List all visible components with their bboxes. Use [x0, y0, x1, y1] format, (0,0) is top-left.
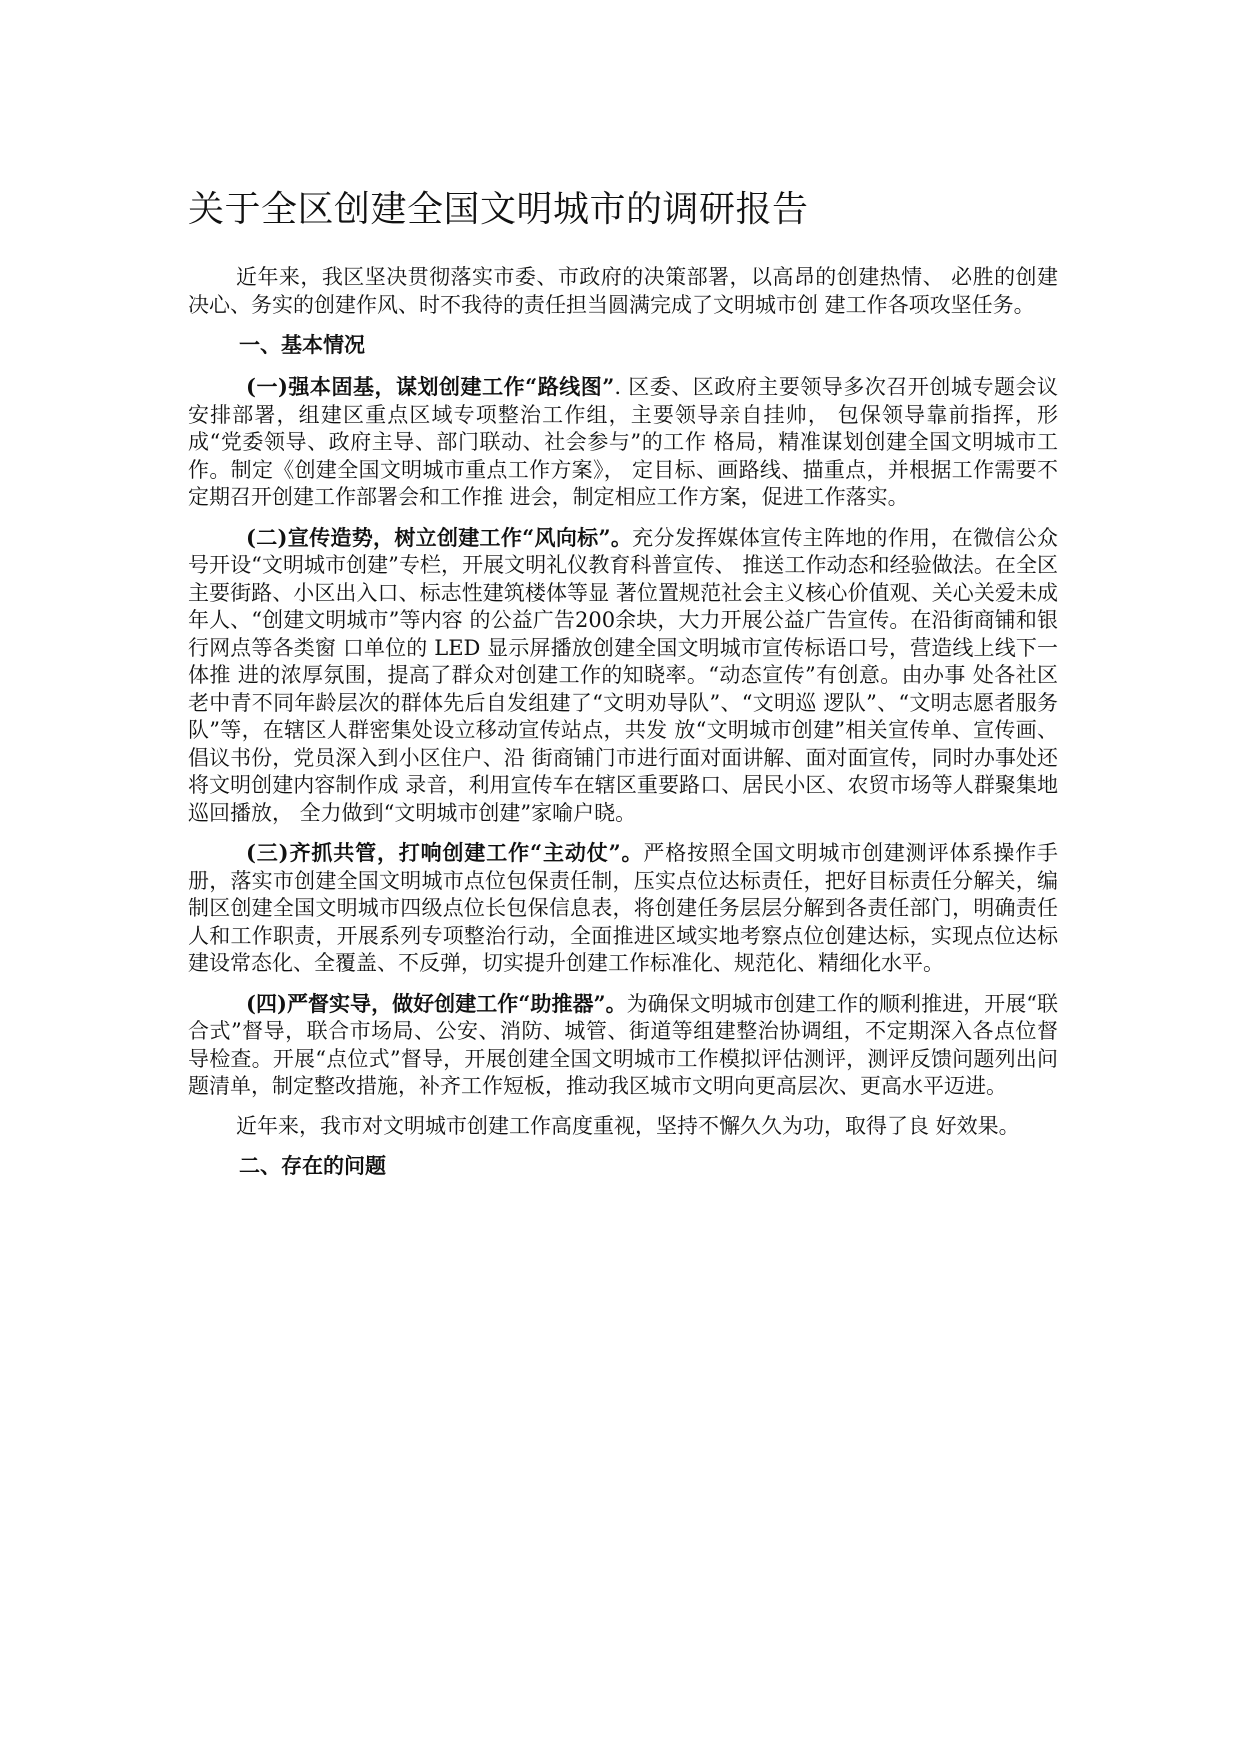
item-text-4: 为确保文明城市创建工作的顺利推进，开展“联合式”督导，联合市场局、公安、消防、城管、街道等组建整治协调组，不定期深入各点位督导检查。开展“点位式”督导，开展创建全国文明城市工作模拟评估测评，测评反馈问题列出问题清单，制定整改措施，补齐工作短板，推动我区城市文明向更高层次、更高水平迈进。 — [188, 991, 1059, 1098]
item-heading-3: (三)齐抓共管，打响创建工作“主动仗”。 — [246, 840, 644, 865]
item-heading-2: (二)宣传造势，树立创建工作“风向标”。 — [246, 524, 633, 550]
section-heading-basic-situation: 一、基本情况 — [239, 332, 365, 357]
document-title: 关于全区创建全国文明城市的调研报告 — [188, 189, 809, 230]
item-paragraph-4 — [188, 990, 1058, 1101]
item-text-3: 严格按照全国文明城市创建测评体系操作手册，落实市创建全国文明城市点位包保责任制，压实点位达标责任，把好目标责任分解关，编制区创建全国文明城市四级点位长包保信息表，将创建任务层层分解到各责任部门，明确责任人和工作职责，开展系列专项整治行动，全面推进区域实地考察点位创建达标，实现点位达标建设常态化、全覆盖、不反弹，切实提升创建工作标准化、规范化、精细化水平。 — [188, 841, 1059, 975]
item-text-2: 充分发挥媒体宣传主阵地的作用，在微信公众号开设“文明城市创建”专栏，开展文明礼仪教育科普宣传、 推送工作动态和经验做法。在全区主要街路、小区出入口、标志性建筑楼体等显 著位置规范社会主义核心价值观、关心关爱未成年人、“创建文明城市”等内容 的公益广告200余块，大力开展公益广告宣传。在沿街商铺和银行网点等各类窗 口单位的 LED 显示屏播放创建全国文明城市宣传标语口号，营造线上线下一体推 进的浓厚氛围，提高了群众对创建工作的知晓率。“动态宣传”有创意。由办事 处各社区老中青不同年龄层次的群体先后自发组建了“文明劝导队”、“文明巡 逻队”、“文明志愿者服务队”等，在辖区人群密集处设立移动宣传站点，共发 放“文明城市创建”相关宣传单、宣传画、倡议书份，党员深入到小区住户、沿 街商铺门市进行面对面讲解、面对面宣传，同时办事处还将文明创建内容制作成 录音，利用宣传车在辖区重要路口、居民小区、农贸市场等人群聚集地巡回播放， 全力做到“文明城市创建”家喻户晓。 — [188, 525, 1059, 825]
section-heading-problems: 二、存在的问题 — [239, 1153, 386, 1178]
item-paragraph-1 — [188, 373, 1058, 512]
item-text-1: . 区委、区政府主要领导多次召开创城专题会议安排部署，组建区重点区域专项整治工作组，主要领导亲自挂帅， 包保领导靠前指挥，形成“党委领导、政府主导、部门联动、社会参与”的工作 格局，精准谋划创建全国文明城市工作。制定《创建全国文明城市重点工作方案》， 定目标、画路线、描重点，并根据工作需要不定期召开创建工作部署会和工作推 进会，制定相应工作方案，促进工作落实。 — [188, 375, 1058, 509]
intro-paragraph: 近年来，我区坚决贯彻落实市委、市政府的决策部署，以高昂的创建热情、 必胜的创建决心、务实的创建作风、时不我待的责任担当圆满完成了文明城市创 建工作各项攻坚任务。 — [188, 265, 1058, 317]
item-paragraph-2 — [188, 524, 1058, 828]
item-heading-1: (一)强本固基，谋划创建工作“路线图” — [246, 374, 615, 399]
item-paragraph-3 — [188, 839, 1058, 978]
document-page — [188, 186, 1058, 1194]
item-heading-4: (四)严督实导，做好创建工作“助推器”。 — [246, 990, 627, 1016]
summary-paragraph: 近年来，我市对文明城市创建工作高度重视，坚持不懈久久为功，取得了良 好效果。 — [236, 1113, 1020, 1138]
